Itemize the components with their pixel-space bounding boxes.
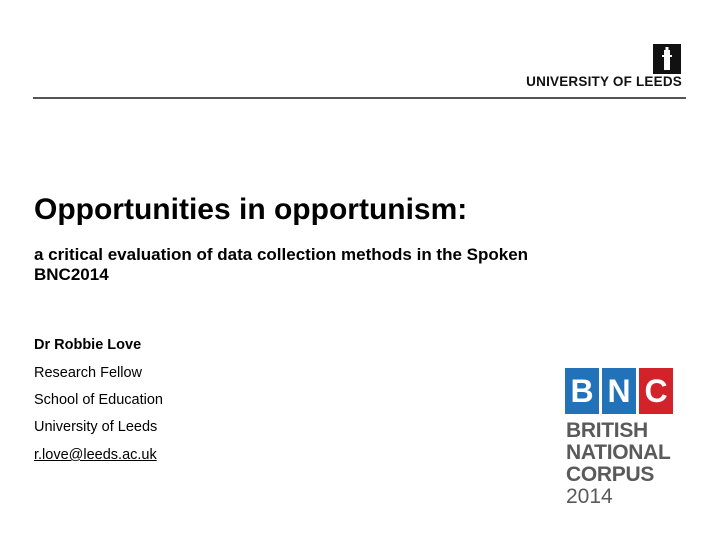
university-crest-icon	[653, 44, 681, 74]
author-email-link[interactable]: r.love@leeds.ac.uk	[34, 447, 157, 463]
bnc-line-corpus: CORPUS	[566, 463, 655, 486]
author-school: School of Education	[34, 392, 163, 408]
author-name: Dr Robbie Love	[34, 337, 142, 353]
university-of-leeds-logo	[520, 44, 690, 94]
bnc-line-national: NATIONAL	[566, 441, 671, 464]
slide-subtitle: a critical evaluation of data collection methods in the Spoken BNC2014	[34, 245, 529, 284]
slide-title: Opportunities in opportunism:	[34, 193, 468, 226]
university-name: UNIVERSITY OF LEEDS	[526, 74, 682, 89]
author-university: University of Leeds	[34, 419, 158, 435]
bnc-letter-c: C	[639, 368, 673, 414]
bnc-line-british: BRITISH	[566, 419, 648, 442]
bnc-letter-n: N	[602, 368, 636, 414]
author-role: Research Fellow	[34, 365, 142, 381]
bnc2014-logo	[565, 368, 680, 508]
bnc-year: 2014	[566, 485, 613, 508]
header-divider	[33, 97, 686, 99]
bnc-letter-b: B	[565, 368, 599, 414]
